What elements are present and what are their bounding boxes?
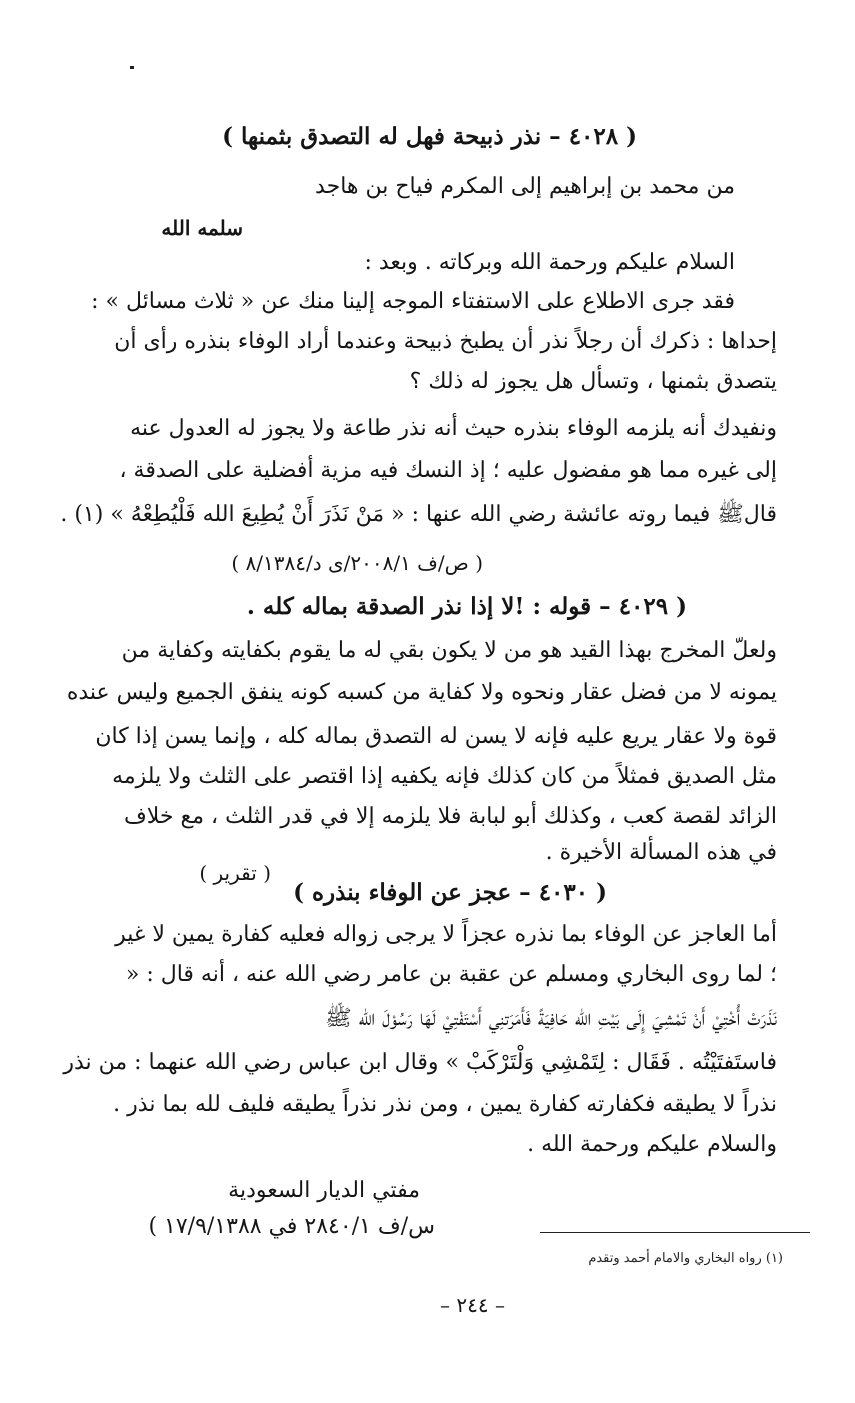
section-4028-body-line: إلى غيره مما هو مفضول عليه ؛ إذ النسك فيه مزية أفضلية على الصدقة ، (119, 458, 777, 483)
section-4028-body-line: ونفيدك أنه يلزمه الوفاء بنذره حيث أنه نذر طاعة ولا يجوز له العدول عنه (130, 416, 777, 441)
section-4030-body-line: نذراً لا يطيقه فكفارته كفارة يمين ، ومن نذر نذراً يطيقه فليف لله بما نذر . (113, 1092, 777, 1117)
section-4030-body-line: نَذَرَتْ أُخْتِيْ أَنْ تَمْشِيَ إِلَى بَيْتِ الله حَافِيَةً فَأَمَرَتنِي أَسْتَفْتِيْ لَهَا رَسُوْلَ الله ﷺ (325, 1006, 777, 1031)
page-number: – ٢٤٤ – (440, 1293, 505, 1317)
section-4029-body-line: ولعلّ المخرج بهذا القيد هو من لا يكون بقي له ما يقوم بكفايته وكفاية من (121, 638, 777, 663)
section-4028-from-line: من محمد بن إبراهيم إلى المكرم فياح بن هاجد (315, 174, 735, 199)
section-4028-greeting: السلام عليكم ورحمة الله وبركاته . وبعد : (364, 250, 735, 275)
section-4029-body-line: في هذه المسألة الأخيرة . (545, 840, 777, 865)
section-4028-body-line: يتصدق بثمنها ، وتسأل هل يجوز له ذلك ؟ (409, 369, 777, 394)
footnote-rule (540, 1232, 810, 1233)
signature-office: مفتي الديار السعودية (228, 1178, 420, 1203)
section-4029-title: ( ٤٠٢٩ – قوله : !لا إذا نذر الصدقة بماله كله . (246, 593, 687, 620)
section-4029-body-line: يمونه لا من فضل عقار ونحوه ولا كفاية من كسبه كونه ينفق الجميع وليس عنده (66, 680, 777, 705)
footnote: (١) رواه البخاري والامام أحمد وتقدم (588, 1251, 783, 1266)
section-4029-source: ( تقرير ) (199, 861, 271, 885)
section-4028-salutation: سلمه الله (161, 216, 243, 240)
section-4028-reference: ( ص/ف ٢٠٠٨/١/ى د/٨/١٣٨٤ ) (231, 551, 483, 575)
section-4029-body-line: مثل الصديق فمثلاً من كان كذلك فإنه يكفيه إذا اقتصر على الثلث ولا يلزمه (112, 764, 777, 789)
section-4030-body-line: أما العاجز عن الوفاء بما نذره عجزاً لا يرجى زواله فعليه كفارة يمين لا غير (115, 922, 777, 947)
section-4030-body-line: ؛ لما روى البخاري ومسلم عن عقبة بن عامر رضي الله عنه ، أنه قال : « (125, 962, 777, 987)
section-4028-title: ( ٤٠٢٨ – نذر ذبيحة فهل له التصدق بثمنها ) (222, 123, 637, 150)
section-4030-body-line: والسلام عليكم ورحمة الله . (527, 1132, 777, 1157)
section-4029-body-line: قوة ولا عقار يريع عليه فإنه لا يسن له التصدق بماله كله ، وإنما يسن إذا كان (95, 724, 777, 749)
section-4028-body-line: فقد جرى الاطلاع على الاستفتاء الموجه إلينا منك عن « ثلاث مسائل » : (91, 289, 735, 314)
section-4029-body-line: الزائد لقصة كعب ، وكذلك أبو لبابة فلا يلزمه إلا في قدر الثلث ، مع خلاف (123, 804, 777, 829)
print-speck (130, 66, 134, 69)
signature-reference: س/ف ٢٨٤٠/١ في ١٧/٩/١٣٨٨ ) (148, 1214, 435, 1239)
section-4028-body-line: إحداها : ذكرك أن رجلاً نذر أن يطبخ ذبيحة وعندما أراد الوفاء بنذره رأى أن (114, 329, 777, 354)
section-4030-title: ( ٤٠٣٠ – عجز عن الوفاء بنذره ) (293, 879, 607, 906)
section-4028-body-line: قالﷺ فيما روته عائشة رضي الله عنها : « مَنْ نَذَرَ أَنْ يُطِيعَ الله فَلْيُطِعْهُ » (١) . (60, 502, 777, 527)
section-4030-body-line: فاستَفتَيْتُه . فَقَال : لِتَمْشِي وَلْتَرْكَبْ » وقال ابن عباس رضي الله عنهما : من نذر (63, 1050, 777, 1075)
